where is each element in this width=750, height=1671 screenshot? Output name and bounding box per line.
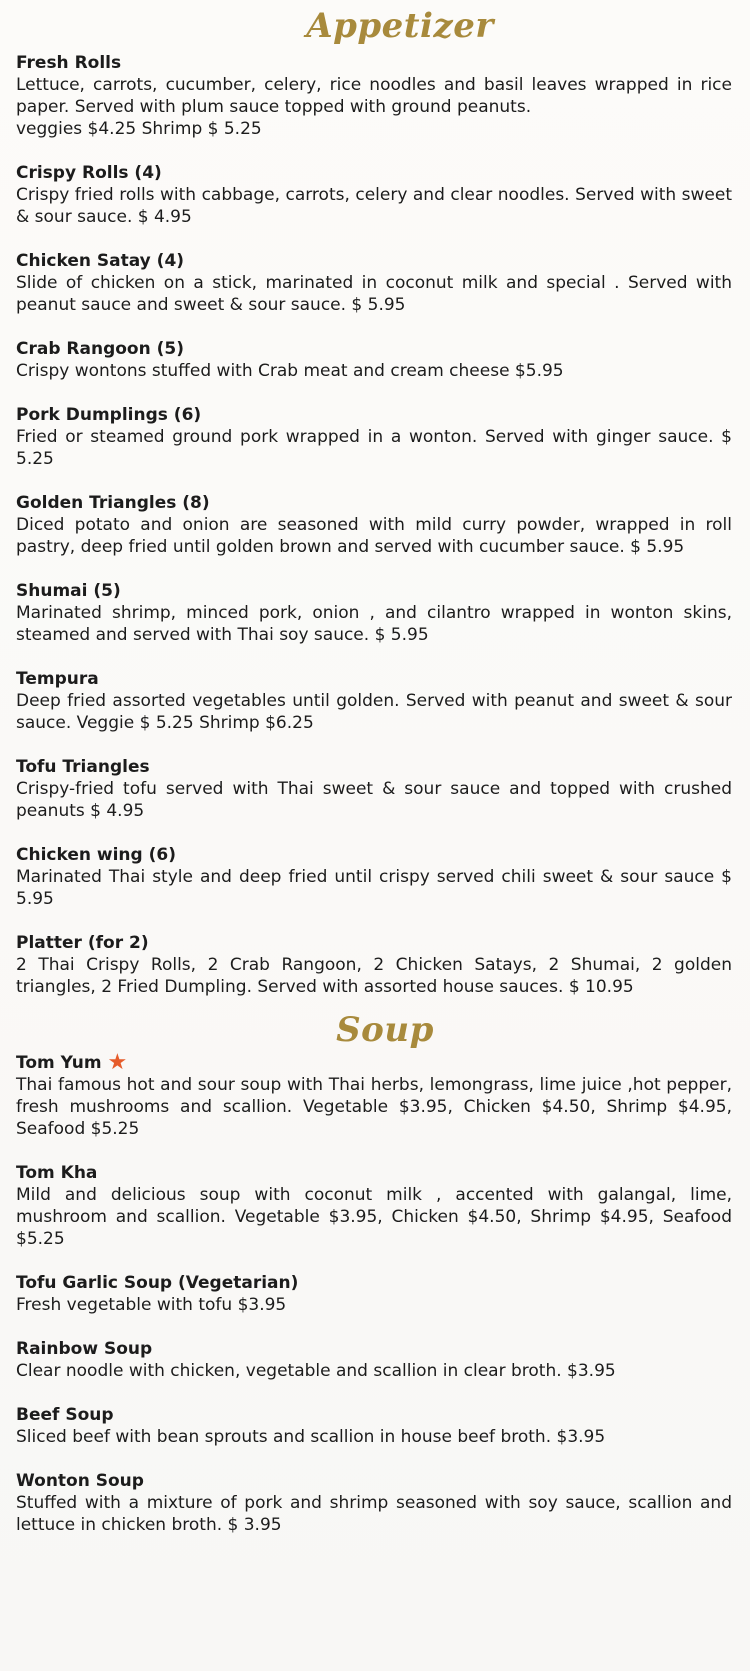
- item-name: Wonton Soup: [16, 1471, 144, 1491]
- item-description: Diced potato and onion are seasoned with mild curry powder, wrapped in roll pastry, deep fried until golden brown and served with cucumber sauce. $ 5.95: [16, 515, 732, 557]
- item-price: veggies $4.25 Shrimp $ 5.25: [16, 119, 262, 139]
- menu-item-tofu-triangles: [16, 756, 732, 822]
- item-name: Tofu Triangles: [16, 757, 150, 777]
- menu-item-tom-kha: [16, 1162, 732, 1250]
- soup-list: [0, 1052, 750, 1536]
- item-name: Chicken wing (6): [16, 845, 176, 865]
- menu-item-fresh-rolls: [16, 52, 732, 140]
- appetizer-title: Appetizer: [306, 6, 494, 46]
- item-name: Beef Soup: [16, 1405, 114, 1425]
- menu-item-tempura: [16, 668, 732, 734]
- item-name: Platter (for 2): [16, 933, 149, 953]
- item-description: Mild and delicious soup with coconut milk , accented with galangal, lime, mushroom and scallion. Vegetable $3.95, Chicken $4.50, Shrimp $4.95, Seafood $5.25: [16, 1185, 732, 1249]
- menu-item-chicken-satay: [16, 250, 732, 316]
- menu-item-pork-dumplings: [16, 404, 732, 470]
- item-description: Crispy-fried tofu served with Thai sweet & sour sauce and topped with crushed peanuts $ 4.95: [16, 779, 732, 821]
- item-description: Marinated Thai style and deep fried until crispy served chili sweet & sour sauce $ 5.95: [16, 867, 732, 909]
- soup-title: Soup: [336, 1010, 434, 1050]
- item-name: Tom Kha: [16, 1163, 98, 1183]
- menu-item-platter: [16, 932, 732, 998]
- item-description: Thai famous hot and sour soup with Thai herbs, lemongrass, lime juice ,hot pepper, fresh mushrooms and scallion. Vegetable $3.95, Chicken $4.50, Shrimp $4.95, Seafood $5.25: [16, 1075, 732, 1139]
- item-name-row: [16, 1052, 732, 1074]
- item-name: Rainbow Soup: [16, 1339, 153, 1359]
- menu-item-tom-yum: [16, 1052, 732, 1140]
- item-name: Tofu Garlic Soup (Vegetarian): [16, 1273, 299, 1293]
- item-description: Crispy wontons stuffed with Crab meat and cream cheese $5.95: [16, 361, 564, 381]
- item-description: Fried or steamed ground pork wrapped in a wonton. Served with ginger sauce. $ 5.25: [16, 427, 732, 469]
- menu-item-crispy-rolls: [16, 162, 732, 228]
- appetizer-list: [0, 48, 750, 998]
- menu-item-golden-triangles: [16, 492, 732, 558]
- menu-item-beef-soup: [16, 1404, 732, 1448]
- item-description: Lettuce, carrots, cucumber, celery, rice noodles and basil leaves wrapped in rice paper. Served with plum sauce topped with ground peanuts.: [16, 75, 732, 117]
- menu-item-rainbow-soup: [16, 1338, 732, 1382]
- item-name: Chicken Satay (4): [16, 251, 185, 271]
- item-description: Stuffed with a mixture of pork and shrimp seasoned with soy sauce, scallion and lettuce in chicken broth. $ 3.95: [16, 1493, 732, 1535]
- item-name: Crispy Rolls (4): [16, 163, 162, 183]
- menu-item-wonton-soup: [16, 1470, 732, 1536]
- item-name: Crab Rangoon (5): [16, 339, 184, 359]
- menu-item-tofu-garlic-soup: [16, 1272, 732, 1316]
- menu-item-shumai: [16, 580, 732, 646]
- item-name: Pork Dumplings (6): [16, 405, 202, 425]
- item-name: Fresh Rolls: [16, 53, 122, 73]
- item-description: Clear noodle with chicken, vegetable and scallion in clear broth. $3.95: [16, 1361, 616, 1381]
- spicy-star-icon: ★: [107, 1050, 128, 1075]
- item-name: Shumai (5): [16, 581, 121, 601]
- item-description: Marinated shrimp, minced pork, onion , and cilantro wrapped in wonton skins, steamed and served with Thai soy sauce. $ 5.95: [16, 603, 732, 645]
- item-description: Crispy fried rolls with cabbage, carrots, celery and clear noodles. Served with sweet & sour sauce. $ 4.95: [16, 185, 732, 227]
- menu-item-crab-rangoon: [16, 338, 732, 382]
- menu-item-chicken-wing: [16, 844, 732, 910]
- item-name: Tom Yum: [16, 1053, 102, 1073]
- item-description: Deep fried assorted vegetables until golden. Served with peanut and sweet & sour sauce. Veggie $ 5.25 Shrimp $6.25: [16, 691, 732, 733]
- item-description: Fresh vegetable with tofu $3.95: [16, 1295, 287, 1315]
- item-description: 2 Thai Crispy Rolls, 2 Crab Rangoon, 2 Chicken Satays, 2 Shumai, 2 golden triangles, 2 Fried Dumpling. Served with assorted house sauces. $ 10.95: [16, 955, 732, 997]
- item-description: Sliced beef with bean sprouts and scallion in house beef broth. $3.95: [16, 1427, 606, 1447]
- item-name: Tempura: [16, 669, 99, 689]
- item-name: Golden Triangles (8): [16, 493, 210, 513]
- item-description: Slide of chicken on a stick, marinated in coconut milk and special . Served with peanut sauce and sweet & sour sauce. $ 5.95: [16, 273, 732, 315]
